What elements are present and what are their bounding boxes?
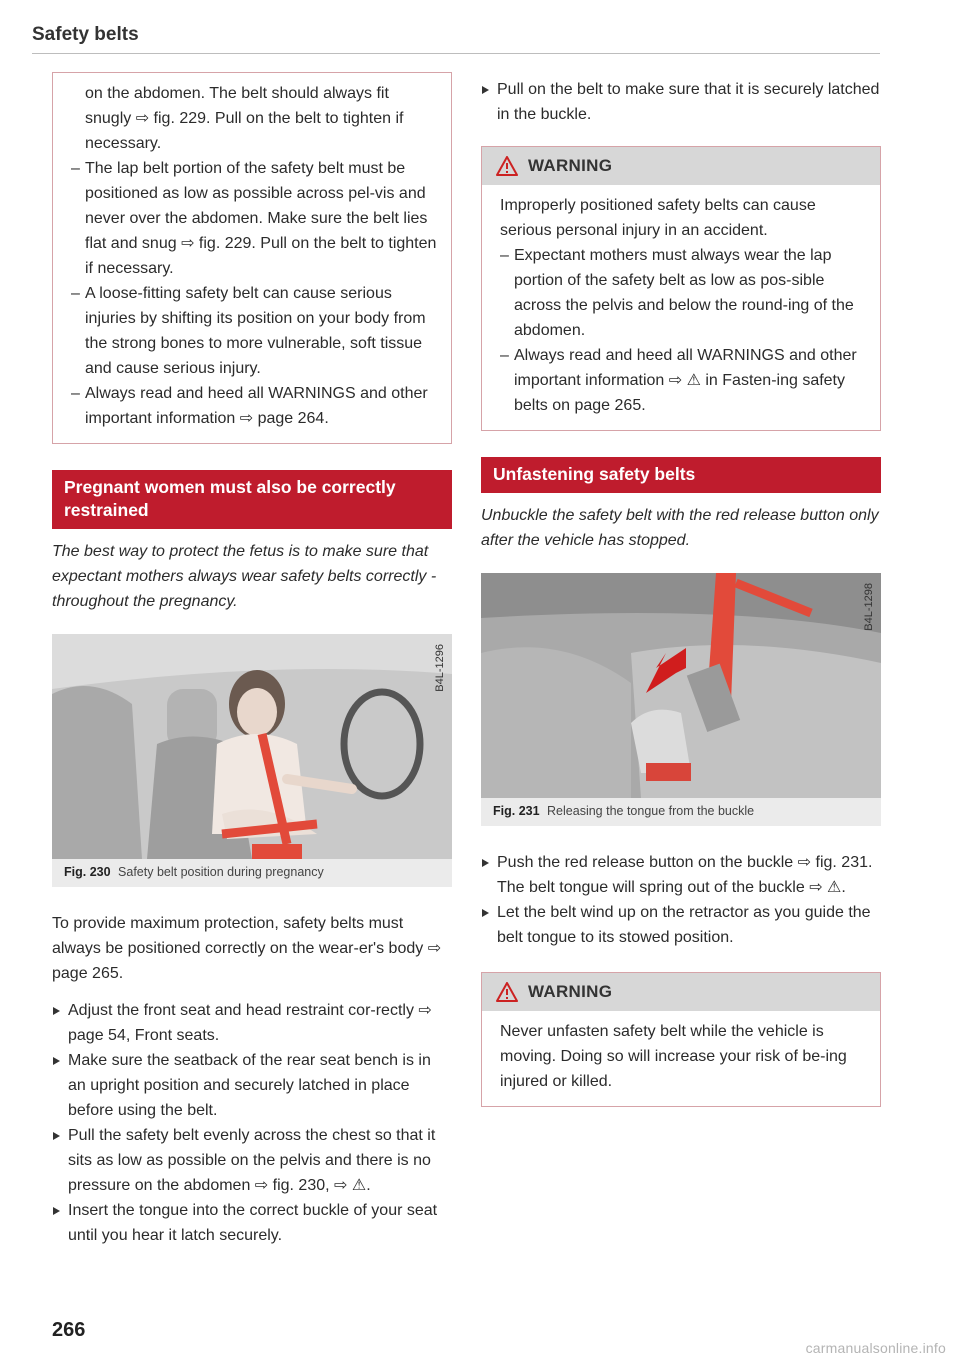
pregnancy-seatbelt-illustration <box>52 634 452 859</box>
figure-caption <box>52 859 452 887</box>
step-item: Insert the tongue into the correct buckle of your seat until you hear it latch securely. <box>52 1198 452 1248</box>
section-title-unfastening: Unfastening safety belts <box>481 457 881 493</box>
figure-code: B4L-1298 <box>863 583 875 631</box>
page-header-title: Safety belts <box>32 24 139 45</box>
warning-box-1 <box>481 146 881 431</box>
warning-heading: WARNING <box>528 982 613 1001</box>
warning-triangle-icon <box>496 982 518 1002</box>
box-intro-line: on the abdomen. The belt should always fit snugly ⇨ fig. 229. Pull on the belt to tighten if necessary. <box>85 85 404 152</box>
page-number: 266 <box>52 1319 86 1341</box>
step-item: Pull the safety belt evenly across the chest so that it sits as low as possible on the pelvis and there is no pressure on the abdomen ⇨ fig. 230, ⇨ ⚠. <box>52 1123 452 1198</box>
warning-list <box>500 243 866 418</box>
warning-list-item: – Expectant mothers must always wear the lap portion of the safety belt as low as pos-sible across the pelvis and below the round-ing of the abdomen. <box>500 243 866 343</box>
figure-230 <box>52 634 452 887</box>
pregnancy-steps <box>52 998 452 1248</box>
box-list-item: – Always read and heed all WARNINGS and other important information ⇨ page 264. <box>71 381 437 431</box>
figure-label: Fig. 230 <box>64 865 111 879</box>
figure-label: Fig. 231 <box>493 804 540 818</box>
figure-caption <box>481 798 881 826</box>
left-column <box>52 62 452 1248</box>
protection-paragraph: To provide maximum protection, safety belts must always be positioned correctly on the wear-er's body ⇨ page 265. <box>52 915 442 982</box>
box-list <box>71 156 437 431</box>
continued-warning-box <box>52 72 452 444</box>
figure-code: B4L-1296 <box>434 644 446 692</box>
warning-text: Improperly positioned safety belts can cause serious personal injury in an accident. <box>500 197 816 239</box>
section-intro: Unbuckle the safety belt with the red release button only after the vehicle has stopped. <box>481 507 879 549</box>
car-interior-image <box>52 634 452 859</box>
section-intro: The best way to protect the fetus is to make sure that expectant mothers always wear safety belts correctly - throughout the pregnancy. <box>52 543 437 610</box>
box-list-item: – A loose-fitting safety belt can cause serious injuries by shifting its position on your body from the strong bones to more vulnerable, soft tissue and cause serious injury. <box>71 281 437 381</box>
figure-caption-text: Safety belt position during pregnancy <box>118 865 324 879</box>
warning-header <box>482 147 880 185</box>
step-item: Let the belt wind up on the retractor as you guide the belt tongue to its stowed position. <box>481 900 881 950</box>
step-item: Adjust the front seat and head restraint cor-rectly ⇨ page 54, Front seats. <box>52 998 452 1048</box>
step-item: Make sure the seatback of the rear seat bench is in an upright position and securely latched in place before using the belt. <box>52 1048 452 1123</box>
latch-check-step <box>481 77 881 127</box>
right-column <box>481 62 881 1107</box>
warning-text: Never unfasten safety belt while the vehicle is moving. Doing so will increase your risk of be-ing injured or killed. <box>500 1023 847 1090</box>
header-divider <box>32 53 880 54</box>
buckle-image <box>481 573 881 798</box>
box-list-item: – The lap belt portion of the safety belt must be positioned as low as possible across pel-vis and never over the abdomen. Make sure the belt lies flat and snug ⇨ fig. 229. Pull on the belt to tighten if necessary. <box>71 156 437 281</box>
warning-box-2 <box>481 972 881 1107</box>
warning-header <box>482 973 880 1011</box>
section-title-pregnant: Pregnant women must also be correctly restrained <box>52 470 452 529</box>
step-item: Push the red release button on the buckle ⇨ fig. 231. The belt tongue will spring out of the buckle ⇨ ⚠. <box>481 850 881 900</box>
warning-list-item: – Always read and heed all WARNINGS and other important information ⇨ ⚠ in Fasten-ing safety belts on page 265. <box>500 343 866 418</box>
unfasten-steps <box>481 850 881 950</box>
watermark-link[interactable]: carmanualsonline.info <box>805 1340 946 1356</box>
warning-heading: WARNING <box>528 156 613 175</box>
figure-caption-text: Releasing the tongue from the buckle <box>547 804 755 818</box>
figure-231 <box>481 573 881 826</box>
buckle-release-illustration <box>481 573 881 798</box>
warning-triangle-icon <box>496 156 518 176</box>
step-item: Pull on the belt to make sure that it is securely latched in the buckle. <box>481 77 881 127</box>
